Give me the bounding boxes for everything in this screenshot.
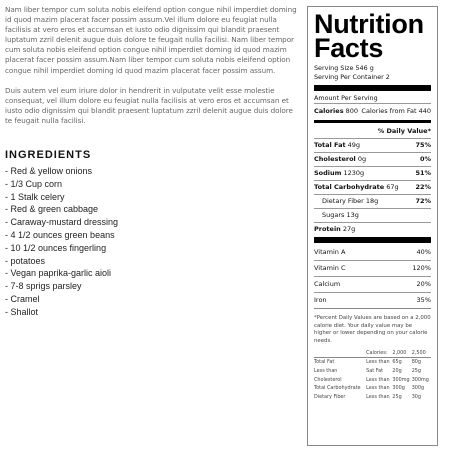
protein-row bbox=[314, 222, 431, 236]
ingredient-item: - Vegan paprika-garlic aioli bbox=[5, 267, 301, 280]
ingredient-item: - 1 Stalk celery bbox=[5, 191, 301, 204]
ingredient-item: - potatoes bbox=[5, 255, 301, 268]
cholesterol-amount: 0g bbox=[357, 155, 367, 164]
vitamin-dv: 20% bbox=[416, 280, 431, 289]
sodium-row bbox=[314, 166, 431, 180]
vitamin-row bbox=[314, 276, 431, 292]
amount-per-serving: Amount Per Serving bbox=[314, 94, 378, 103]
table-cell: Less than bbox=[366, 376, 390, 383]
daily-value-footnote: *Percent Daily Values are based on a 2,000 calorie diet. Your daily value may be higher or lower depending on your calorie needs. bbox=[314, 315, 431, 344]
total-carb-row bbox=[314, 180, 431, 194]
ingredient-item: - Cramel bbox=[5, 293, 301, 306]
vitamin-dv: 35% bbox=[416, 296, 431, 305]
nutrition-facts-panel bbox=[307, 6, 438, 446]
protein-amount: 27g bbox=[342, 225, 356, 234]
table-cell: Dietary Fiber bbox=[314, 393, 346, 400]
table-row bbox=[314, 367, 431, 376]
total-carb-amount: 67g bbox=[386, 183, 399, 192]
calories-row bbox=[314, 103, 431, 118]
ingredient-item: - Red & yellow onions bbox=[5, 165, 301, 178]
vitamin-row bbox=[314, 292, 431, 308]
sugars-label: Sugars bbox=[322, 211, 345, 220]
dietary-fiber-amount: 18g bbox=[365, 197, 379, 206]
total-carb-label: Total Carbohydrate bbox=[314, 183, 385, 192]
divider-medium bbox=[314, 120, 431, 123]
divider-thick bbox=[314, 237, 431, 243]
table-cell bbox=[314, 349, 366, 358]
table-row bbox=[314, 393, 431, 402]
ingredient-item: - 4 1/2 ounces green beans bbox=[5, 229, 301, 242]
vitamin-name: Iron bbox=[314, 296, 327, 305]
body-paragraph-2: Duis autem vel eum iriure dolor in hendrerit in vulputate velit esse molestie consequat, vel illum dolore eu feugiat nulla facilisis at vero eros et accumsan et iusto odio dignissim qui blandit praesent luptatum zzril delenit augue duis dolore te feugait nulla facilisi. bbox=[5, 85, 293, 125]
sugars-amount: 13g bbox=[346, 211, 359, 220]
total-fat-label: Total Fat bbox=[314, 141, 346, 150]
body-paragraph-1: Nam liber tempor cum soluta nobis eleifend option congue nihil imperdiet doming id quod mazim placerat facer possim assum.Vel illum dolore eu feugiat nulla facilisis at vero eros et accumsan et iusto odio dignissim qui blandit praesent luptatum zzril delenit augue duis dolore te feugait nulla facilisi. Nam liber tempor cum soluta nobis eleifend option congue nihil imperdiet doming id quod mazim placerat facer possim assum.Nam liber tempor cum soluta nobis eleifend option congue nihil imperdiet doming id quod mazim placerat facer possim assum. bbox=[5, 5, 297, 75]
vitamin-name: Vitamin C bbox=[314, 264, 346, 273]
table-cell: 20g bbox=[392, 368, 402, 375]
ingredients-heading: INGREDIENTS bbox=[5, 149, 92, 162]
vitamin-dv: 40% bbox=[416, 248, 431, 257]
sugars-row bbox=[314, 208, 431, 222]
ingredient-item: - Red & green cabbage bbox=[5, 203, 301, 216]
total-fat-amount: 49g bbox=[347, 141, 361, 150]
table-row bbox=[314, 375, 431, 384]
cholesterol-row bbox=[314, 152, 431, 166]
protein-label: Protein bbox=[314, 225, 341, 234]
dietary-fiber-row bbox=[314, 194, 431, 208]
serving-per-container: Serving Per Container 2 bbox=[314, 72, 390, 81]
ingredient-item: - 7-8 sprigs parsley bbox=[5, 280, 301, 293]
table-cell: Less than bbox=[314, 368, 338, 375]
nutrition-title-line1: Nutrition bbox=[314, 9, 424, 39]
divider-thick bbox=[314, 85, 431, 91]
divider-thin bbox=[314, 308, 431, 309]
table-header-row bbox=[314, 349, 431, 358]
vitamin-dv: 120% bbox=[412, 264, 431, 273]
total-fat-row bbox=[314, 138, 431, 152]
vitamin-name: Calcium bbox=[314, 280, 341, 289]
calories-label: Calories bbox=[314, 107, 344, 116]
dietary-fiber-label: Dietary Fiber bbox=[322, 197, 364, 206]
table-cell: Cholesterol bbox=[314, 376, 342, 383]
sodium-dv: 51% bbox=[415, 169, 431, 178]
table-cell: Less than bbox=[366, 385, 390, 392]
total-fat-dv: 75% bbox=[415, 141, 431, 150]
table-cell: 30g bbox=[411, 393, 422, 400]
table-cell: Less than bbox=[366, 393, 390, 400]
table-cell: 25g bbox=[392, 393, 402, 400]
ingredients-list bbox=[5, 165, 301, 319]
ingredient-item: - Shallot bbox=[5, 306, 301, 319]
article-column bbox=[5, 5, 301, 319]
serving-size: Serving Size 546 g bbox=[314, 64, 374, 72]
sodium-label: Sodium bbox=[314, 169, 342, 178]
table-cell: 25g bbox=[411, 368, 422, 375]
table-cell: Less than bbox=[366, 359, 390, 366]
table-cell: 2,000 bbox=[392, 349, 411, 358]
calories-from-fat: Calories from Fat 440 bbox=[361, 107, 431, 116]
table-row bbox=[314, 384, 431, 393]
ingredient-item: - Caraway-mustard dressing bbox=[5, 216, 301, 229]
ingredient-item: - 10 1/2 ounces fingerling bbox=[5, 242, 301, 255]
dietary-fiber-dv: 72% bbox=[415, 197, 431, 206]
table-cell: 65g bbox=[392, 359, 402, 366]
table-cell: 2,500 bbox=[412, 349, 431, 358]
cholesterol-label: Cholesterol bbox=[314, 155, 356, 164]
calorie-reference-table bbox=[314, 349, 431, 402]
total-carb-dv: 22% bbox=[415, 183, 431, 192]
table-cell: 80g bbox=[411, 359, 422, 366]
table-cell: 300mg bbox=[411, 376, 429, 383]
table-cell: 300g bbox=[392, 385, 405, 392]
table-cell: 300g bbox=[411, 385, 425, 392]
vitamin-name: Vitamin A bbox=[314, 248, 346, 257]
cholesterol-dv: 0% bbox=[419, 155, 431, 164]
nutrition-title-line2: Facts bbox=[314, 33, 384, 63]
vitamin-row bbox=[314, 260, 431, 276]
table-cell: Calories: bbox=[366, 349, 392, 358]
table-cell: 300mg bbox=[392, 376, 410, 383]
ingredient-item: - 1/3 Cup corn bbox=[5, 178, 301, 191]
daily-value-header: % Daily Value* bbox=[377, 127, 431, 136]
calories-value: 800 bbox=[345, 107, 359, 116]
table-row bbox=[314, 358, 431, 367]
table-cell: Sat Fat bbox=[366, 368, 383, 375]
table-cell: Total Carbohydrate bbox=[314, 385, 361, 392]
vitamin-row bbox=[314, 245, 431, 260]
table-cell: Total Fat bbox=[314, 359, 335, 366]
sodium-amount: 1230g bbox=[343, 169, 365, 178]
